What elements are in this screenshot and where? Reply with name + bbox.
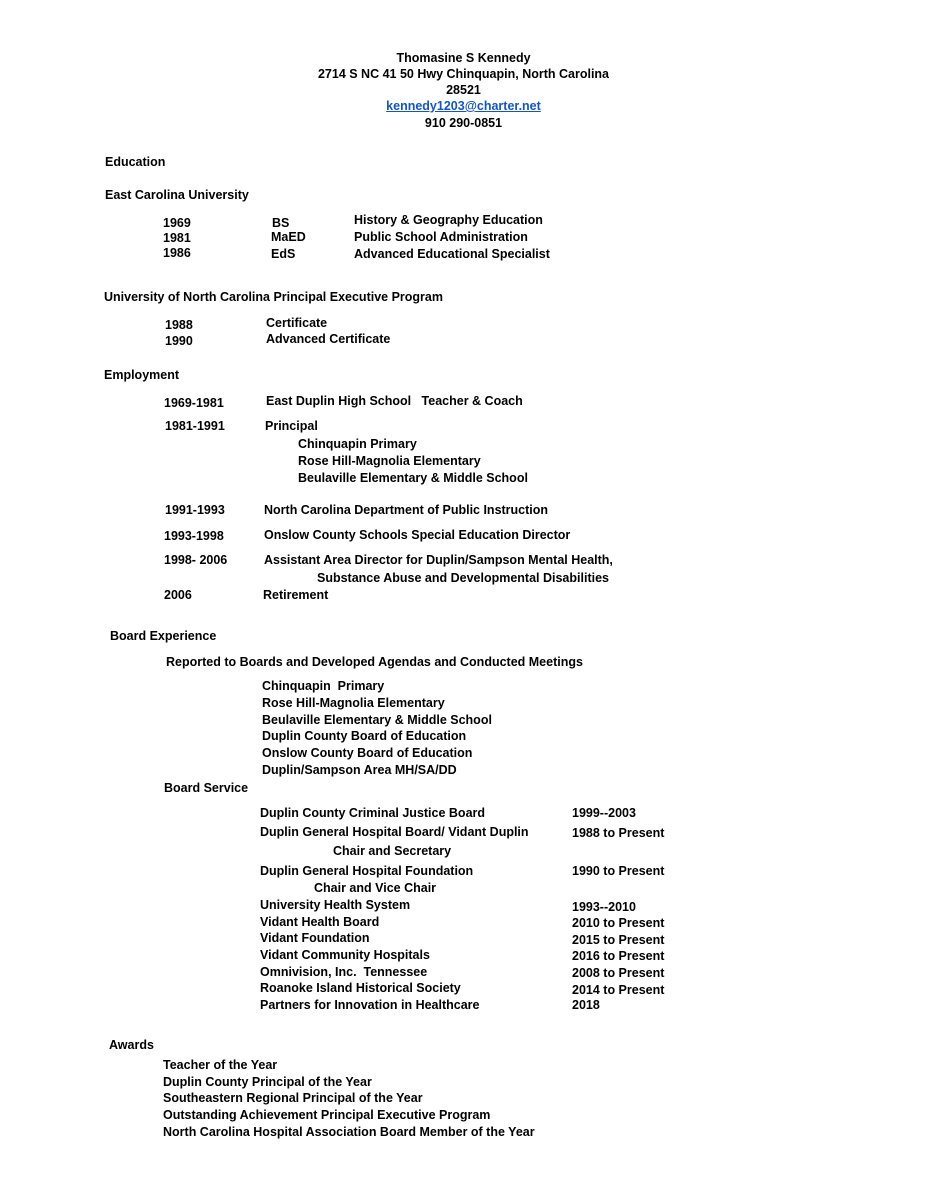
ecu-field: Public School Administration xyxy=(354,230,528,244)
job-desc: East Duplin High School Teacher & Coach xyxy=(266,394,523,408)
resume-name: Thomasine S Kennedy xyxy=(396,51,531,65)
unc-cert: Advanced Certificate xyxy=(266,332,391,346)
unc-year: 1988 xyxy=(165,318,193,332)
job-desc: North Carolina Department of Public Instruction xyxy=(264,503,549,517)
unc-year: 1990 xyxy=(165,334,193,348)
unc-name: University of North Carolina Principal Executive Program xyxy=(104,290,443,304)
ecu-degree: BS xyxy=(272,216,290,230)
service-dates: 2010 to Present xyxy=(572,916,665,930)
ecu-year: 1981 xyxy=(163,231,191,245)
phone-number: 910 290-0851 xyxy=(424,116,503,130)
email-link[interactable]: kennedy1203@charter.net xyxy=(386,99,541,113)
address-line: 2714 S NC 41 50 Hwy Chinquapin, North Carolina xyxy=(317,67,610,81)
service-org: Vidant Community Hospitals xyxy=(260,948,430,962)
board-experience-intro: Reported to Boards and Developed Agendas and Conducted Meetings xyxy=(166,655,583,669)
unc-cert: Certificate xyxy=(266,316,328,330)
service-dates: 1999--2003 xyxy=(572,806,636,820)
ecu-name: East Carolina University xyxy=(105,188,249,202)
job-years: 1998- 2006 xyxy=(164,553,228,567)
service-dates: 2015 to Present xyxy=(572,933,665,947)
school-item: Rose Hill-Magnolia Elementary xyxy=(298,454,481,468)
service-dates: 1993--2010 xyxy=(572,900,636,914)
employment-heading: Employment xyxy=(104,368,180,382)
service-dates: 2016 to Present xyxy=(572,949,665,963)
service-org: Duplin County Criminal Justice Board xyxy=(260,806,486,820)
board-experience-heading: Board Experience xyxy=(110,629,217,643)
service-org: Partners for Innovation in Healthcare xyxy=(260,998,480,1012)
job-years: 1993-1998 xyxy=(164,529,224,543)
ecu-degree: MaED xyxy=(271,230,306,244)
school-item: Beulaville Elementary & Middle School xyxy=(298,471,528,485)
job-desc-continued: Substance Abuse and Developmental Disabilities xyxy=(317,571,609,585)
job-years: 1991-1993 xyxy=(165,503,225,517)
board-item: Beulaville Elementary & Middle School xyxy=(262,713,492,727)
board-item: Chinquapin Primary xyxy=(262,679,385,693)
job-desc: Onslow County Schools Special Education Director xyxy=(264,528,571,542)
service-org: Vidant Foundation xyxy=(260,931,370,945)
service-dates: 1990 to Present xyxy=(572,864,665,878)
job-title: Principal xyxy=(265,419,318,433)
ecu-field: History & Geography Education xyxy=(354,213,543,227)
award-item: Southeastern Regional Principal of the Year xyxy=(163,1091,423,1105)
award-item: Teacher of the Year xyxy=(163,1058,278,1072)
awards-heading: Awards xyxy=(109,1038,154,1052)
education-heading: Education xyxy=(105,155,166,169)
board-item: Onslow County Board of Education xyxy=(262,746,473,760)
job-years: 1969-1981 xyxy=(164,396,224,410)
service-org: Duplin General Hospital Foundation xyxy=(260,864,474,878)
service-org: Roanoke Island Historical Society xyxy=(260,981,461,995)
service-org: University Health System xyxy=(260,898,411,912)
ecu-year: 1986 xyxy=(163,246,191,260)
award-item: North Carolina Hospital Association Board Member of the Year xyxy=(163,1125,535,1139)
board-service-heading: Board Service xyxy=(164,781,249,795)
ecu-year: 1969 xyxy=(163,216,191,230)
service-org: Vidant Health Board xyxy=(260,915,380,929)
school-item: Chinquapin Primary xyxy=(298,437,417,451)
address-zip: 28521 xyxy=(446,83,481,97)
email-container xyxy=(0,99,927,114)
job-desc: Retirement xyxy=(263,588,329,602)
board-item: Rose Hill-Magnolia Elementary xyxy=(262,696,445,710)
service-dates: 2014 to Present xyxy=(572,983,665,997)
service-dates: 2018 xyxy=(572,998,600,1012)
service-role: Chair and Vice Chair xyxy=(314,881,437,895)
job-years: 2006 xyxy=(164,588,192,602)
board-item: Duplin County Board of Education xyxy=(262,729,467,743)
ecu-field: Advanced Educational Specialist xyxy=(354,247,550,261)
board-item: Duplin/Sampson Area MH/SA/DD xyxy=(262,763,457,777)
job-desc: Assistant Area Director for Duplin/Sampson Mental Health, xyxy=(264,553,613,567)
service-dates: 2008 to Present xyxy=(572,966,665,980)
award-item: Duplin County Principal of the Year xyxy=(163,1075,372,1089)
award-item: Outstanding Achievement Principal Executive Program xyxy=(163,1108,491,1122)
ecu-degree: EdS xyxy=(271,247,296,261)
service-org: Omnivision, Inc. Tennessee xyxy=(260,965,428,979)
job-years: 1981-1991 xyxy=(165,419,225,433)
service-org: Duplin General Hospital Board/ Vidant Duplin xyxy=(260,825,529,839)
service-dates: 1988 to Present xyxy=(572,826,665,840)
service-role: Chair and Secretary xyxy=(333,844,452,858)
